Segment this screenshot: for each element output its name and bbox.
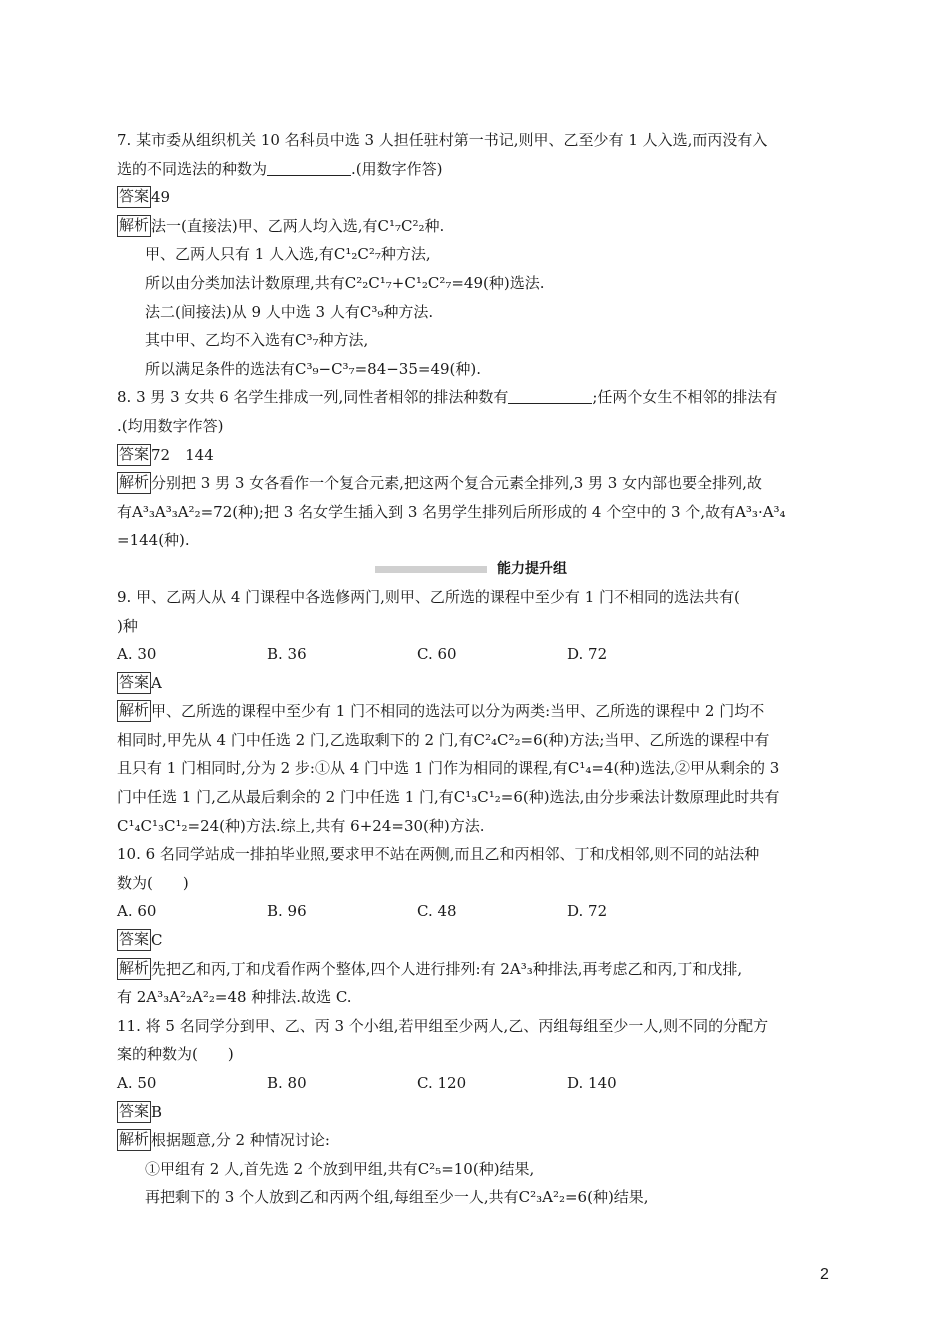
option-b: B. 80	[267, 1074, 307, 1092]
analysis-tag: 解析	[117, 700, 151, 722]
answer-tag: 答案	[117, 672, 151, 694]
option-a: A. 60	[117, 902, 157, 921]
analysis-tag: 解析	[117, 958, 151, 980]
q9-analysis-line-4	[117, 783, 837, 812]
q8-line-1	[117, 383, 837, 412]
q9-analysis-text: C¹₄C¹₃C¹₂=24(种)方法.综上,共有 6+24=30(种)方法.	[117, 816, 485, 835]
option-d: D. 72	[567, 902, 608, 921]
option-b: B. 96	[267, 902, 307, 921]
q11-line-2	[117, 1040, 837, 1069]
q7-note: .(用数字作答)	[351, 159, 443, 178]
q11-stem-cont: 案的种数为( )	[117, 1045, 234, 1064]
q7-analysis-line-3	[117, 269, 837, 298]
q9-analysis-text: 门中任选 1 门,乙从最后剩余的 2 门中任选 1 门,有C¹₃C¹₂=6(种)选法,由分步乘法计数原理此时共有	[117, 788, 780, 807]
q7-analysis-line-4	[117, 298, 837, 327]
answer-blank	[267, 159, 351, 176]
q11-analysis-line-1	[117, 1126, 837, 1155]
q8-analysis-text: 有A³₃A³₃A²₂=72(种);把 3 名女学生插入到 3 名男学生排列后所形成的 4 个空中的 3 个,故有A³₃·A³₄	[117, 502, 786, 521]
q9-analysis-line-3	[117, 754, 837, 783]
q7-stem: 7. 某市委从组织机关 10 名科员中选 3 人担任驻村第一书记,则甲、乙至少有 1 人入选,而丙没有入	[117, 131, 768, 149]
q9-line-1	[117, 583, 837, 612]
section-title: 能力提升组	[497, 560, 567, 577]
option-a: A. 50	[117, 1074, 157, 1092]
q10-line-1	[117, 840, 837, 869]
q7-line-1	[117, 126, 837, 155]
section-header	[117, 555, 837, 583]
q7-analysis-text: 所以满足条件的选法有C³₉−C³₇=84−35=49(种).	[145, 359, 482, 378]
q9-answer-line	[117, 669, 837, 698]
q11-analysis-line-2	[117, 1155, 837, 1184]
q9-analysis-line-1	[117, 697, 837, 726]
q9-analysis-line-5	[117, 812, 837, 841]
q11-analysis-text: ①甲组有 2 人,首先选 2 个放到甲组,共有C²₅=10(种)结果,	[145, 1159, 535, 1178]
q7-analysis-line-6	[117, 355, 837, 384]
q8-analysis-line-3	[117, 526, 837, 555]
q8-analysis-line-1	[117, 469, 837, 498]
option-d: D. 72	[567, 645, 608, 664]
answer-tag: 答案	[117, 1101, 151, 1123]
q11-answer: B	[151, 1102, 163, 1121]
q10-analysis-line-2	[117, 983, 837, 1012]
q9-answer: A	[151, 673, 162, 692]
q10-stem: 10. 6 名同学站成一排拍毕业照,要求甲不站在两侧,而且乙和丙相邻、丁和戊相邻,则不同的站法种	[117, 845, 760, 864]
q11-analysis-line-3	[117, 1183, 837, 1212]
q8-answer-line	[117, 441, 837, 470]
answer-tag: 答案	[117, 929, 151, 951]
q9-analysis-line-2	[117, 726, 837, 755]
q8-note: .(均用数字作答)	[117, 416, 224, 435]
q8-stem-cont: ;任两个女生不相邻的排法有	[592, 388, 778, 407]
q7-answer-line	[117, 183, 837, 212]
q9-line-2	[117, 612, 837, 641]
q7-answer: 49	[151, 188, 171, 207]
q11-options	[117, 1069, 837, 1098]
q9-analysis-text: 且只有 1 门相同时,分为 2 步:①从 4 门中选 1 门作为相同的课程,有C¹₄=4(种)选法,②甲从剩余的 3	[117, 759, 780, 778]
q7-line-2	[117, 155, 837, 184]
q7-analysis-line-1	[117, 212, 837, 241]
q7-analysis-text: 法一(直接法)甲、乙两人均入选,有C¹₇C²₂种.	[151, 216, 445, 235]
document-body	[117, 126, 837, 1212]
q7-analysis-line-5	[117, 326, 837, 355]
q8-answer: 72 144	[151, 445, 214, 464]
q9-analysis-text: 甲、乙所选的课程中至少有 1 门不相同的选法可以分为两类:当甲、乙所选的课程中 2 门均不	[151, 702, 765, 721]
option-c: C. 48	[417, 902, 457, 921]
analysis-tag: 解析	[117, 1129, 151, 1151]
option-d: D. 140	[567, 1074, 617, 1092]
option-a: A. 30	[117, 645, 157, 664]
q9-analysis-text: 相同时,甲先从 4 门中任选 2 门,乙选取剩下的 2 门,有C²₄C²₂=6(种)方法;当甲、乙所选的课程中有	[117, 730, 770, 749]
q11-answer-line	[117, 1098, 837, 1127]
q10-answer-line	[117, 926, 837, 955]
q8-analysis-line-2	[117, 498, 837, 527]
q8-line-2	[117, 412, 837, 441]
q10-line-2	[117, 869, 837, 898]
analysis-tag: 解析	[117, 472, 151, 494]
q11-analysis-text: 根据题意,分 2 种情况讨论:	[151, 1131, 330, 1150]
q10-analysis-line-1	[117, 955, 837, 984]
q9-stem: 9. 甲、乙两人从 4 门课程中各选修两门,则甲、乙所选的课程中至少有 1 门不相同的选法共有(	[117, 587, 740, 606]
q10-options	[117, 897, 837, 926]
option-c: C. 120	[417, 1074, 467, 1092]
q7-analysis-line-2	[117, 240, 837, 269]
q10-analysis-text: 有 2A³₃A²₂A²₂=48 种排法.故选 C.	[117, 988, 352, 1007]
q11-stem: 11. 将 5 名同学分到甲、乙、丙 3 个小组,若甲组至少两人,乙、丙组每组至少一人,则不同的分配方	[117, 1016, 769, 1035]
page-number: 2	[820, 1266, 829, 1283]
q10-answer: C	[151, 931, 163, 950]
q7-analysis-text: 其中甲、乙均不入选有C³₇种方法,	[145, 331, 369, 350]
option-b: B. 36	[267, 645, 307, 664]
q11-analysis-text: 再把剩下的 3 个人放到乙和丙两个组,每组至少一人,共有C²₃A²₂=6(种)结果,	[145, 1188, 649, 1207]
q10-stem-cont: 数为( )	[117, 873, 189, 892]
q9-stem-cont: )种	[117, 616, 138, 635]
q8-analysis-text: 分别把 3 男 3 女各看作一个复合元素,把这两个复合元素全排列,3 男 3 女内部也要全排列,故	[151, 474, 762, 493]
q9-options	[117, 640, 837, 669]
q8-analysis-text: =144(种).	[117, 531, 190, 550]
answer-blank	[508, 387, 592, 404]
q11-line-1	[117, 1012, 837, 1041]
q7-stem-cont: 选的不同选法的种数为	[117, 159, 268, 178]
q10-analysis-text: 先把乙和丙,丁和戊看作两个整体,四个人进行排列:有 2A³₃种排法,再考虑乙和丙,丁和戊排,	[151, 959, 743, 978]
section-bar	[375, 566, 487, 573]
option-c: C. 60	[417, 645, 457, 664]
q7-analysis-text: 所以由分类加法计数原理,共有C²₂C¹₇+C¹₂C²₇=49(种)选法.	[145, 273, 545, 292]
q8-stem: 8. 3 男 3 女共 6 名学生排成一列,同性者相邻的排法种数有	[117, 388, 509, 407]
answer-tag: 答案	[117, 444, 151, 466]
analysis-tag: 解析	[117, 215, 151, 237]
q7-analysis-text: 甲、乙两人只有 1 人入选,有C¹₂C²₇种方法,	[145, 245, 431, 264]
answer-tag: 答案	[117, 186, 151, 208]
q7-analysis-text: 法二(间接法)从 9 人中选 3 人有C³₉种方法.	[145, 302, 434, 321]
